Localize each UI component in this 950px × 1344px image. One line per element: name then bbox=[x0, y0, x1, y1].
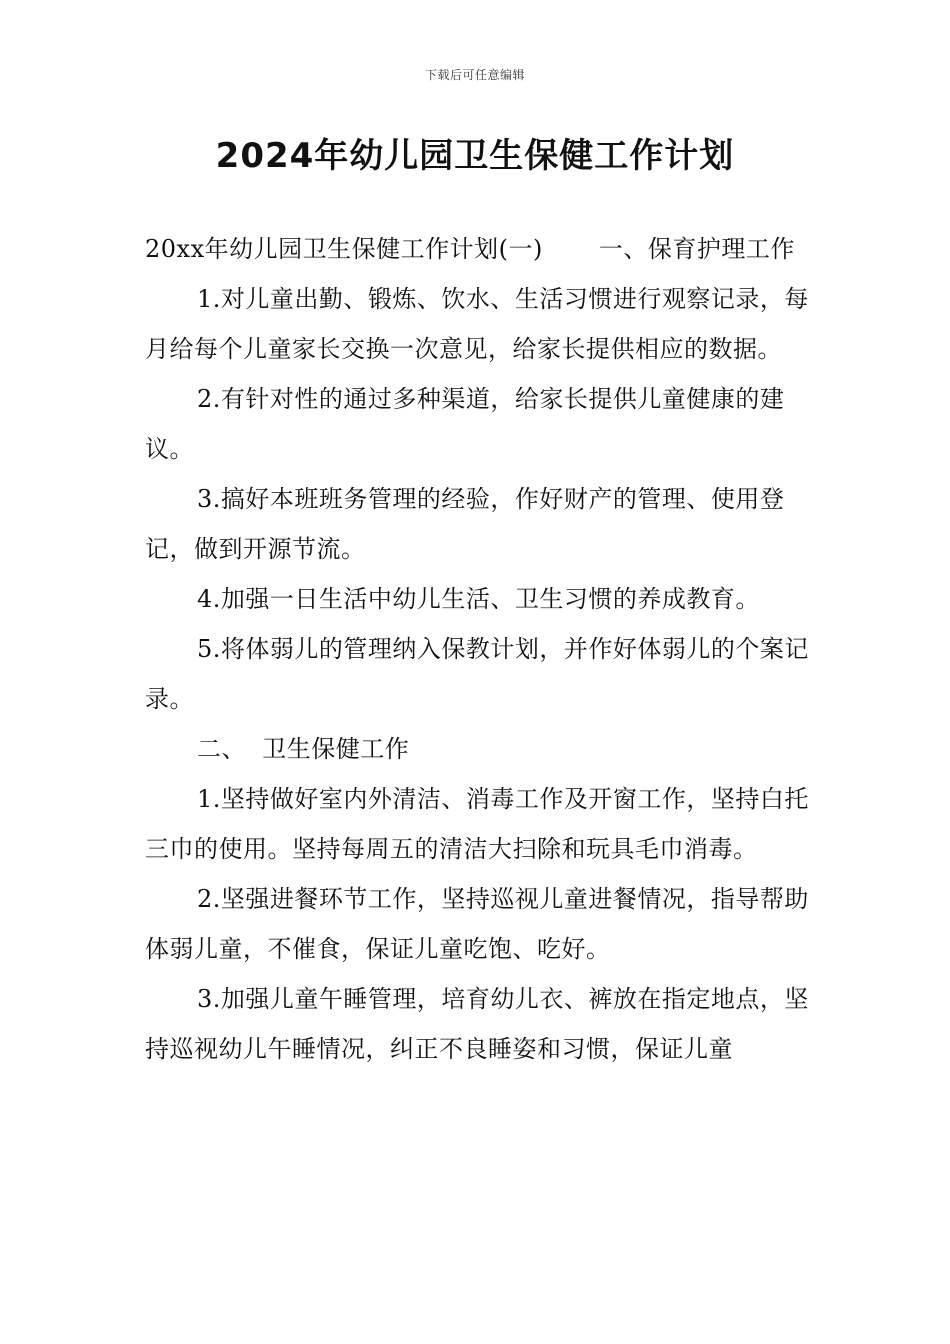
section-one-item: 1.对儿童出勤、锻炼、饮水、生活习惯进行观察记录，每月给每个儿童家长交换一次意见，给家长提供相应的数据。 bbox=[145, 285, 809, 363]
intro-paragraph bbox=[145, 224, 810, 274]
page-header-note: 下载后可任意编辑 bbox=[424, 68, 525, 82]
document-body bbox=[145, 224, 810, 1074]
section-one-item: 5.将体弱儿的管理纳入保教计划，并作好体弱儿的个案记录。 bbox=[145, 635, 809, 713]
section-one-heading: 一、保育护理工作 bbox=[598, 235, 795, 263]
section-one-item: 3.搞好本班班务管理的经验，作好财产的管理、使用登记，做到开源节流。 bbox=[145, 485, 785, 563]
section-one-item: 4.加强一日生活中幼儿生活、卫生习惯的养成教育。 bbox=[197, 585, 760, 613]
document-title: 2024年幼儿园卫生保健工作计划 bbox=[215, 136, 735, 176]
section-one-item: 2.有针对性的通过多种渠道，给家长提供儿童健康的建议。 bbox=[145, 385, 785, 463]
section-two-item: 2.坚强进餐环节工作，坚持巡视儿童进餐情况，指导帮助体弱儿童，不催食，保证儿童吃饱、吃好。 bbox=[145, 885, 809, 963]
section-two-heading: 二、 卫生保健工作 bbox=[197, 735, 410, 763]
section-two-item: 3.加强儿童午睡管理，培育幼儿衣、裤放在指定地点，坚持巡视幼儿午睡情况，纠正不良睡姿和习惯，保证儿童 bbox=[145, 985, 809, 1063]
plan-subtitle: 20xx年幼儿园卫生保健工作计划(一) bbox=[145, 235, 543, 263]
section-two-item: 1.坚持做好室内外清洁、消毒工作及开窗工作，坚持白托三巾的使用。坚持每周五的清洁大扫除和玩具毛巾消毒。 bbox=[145, 785, 809, 863]
